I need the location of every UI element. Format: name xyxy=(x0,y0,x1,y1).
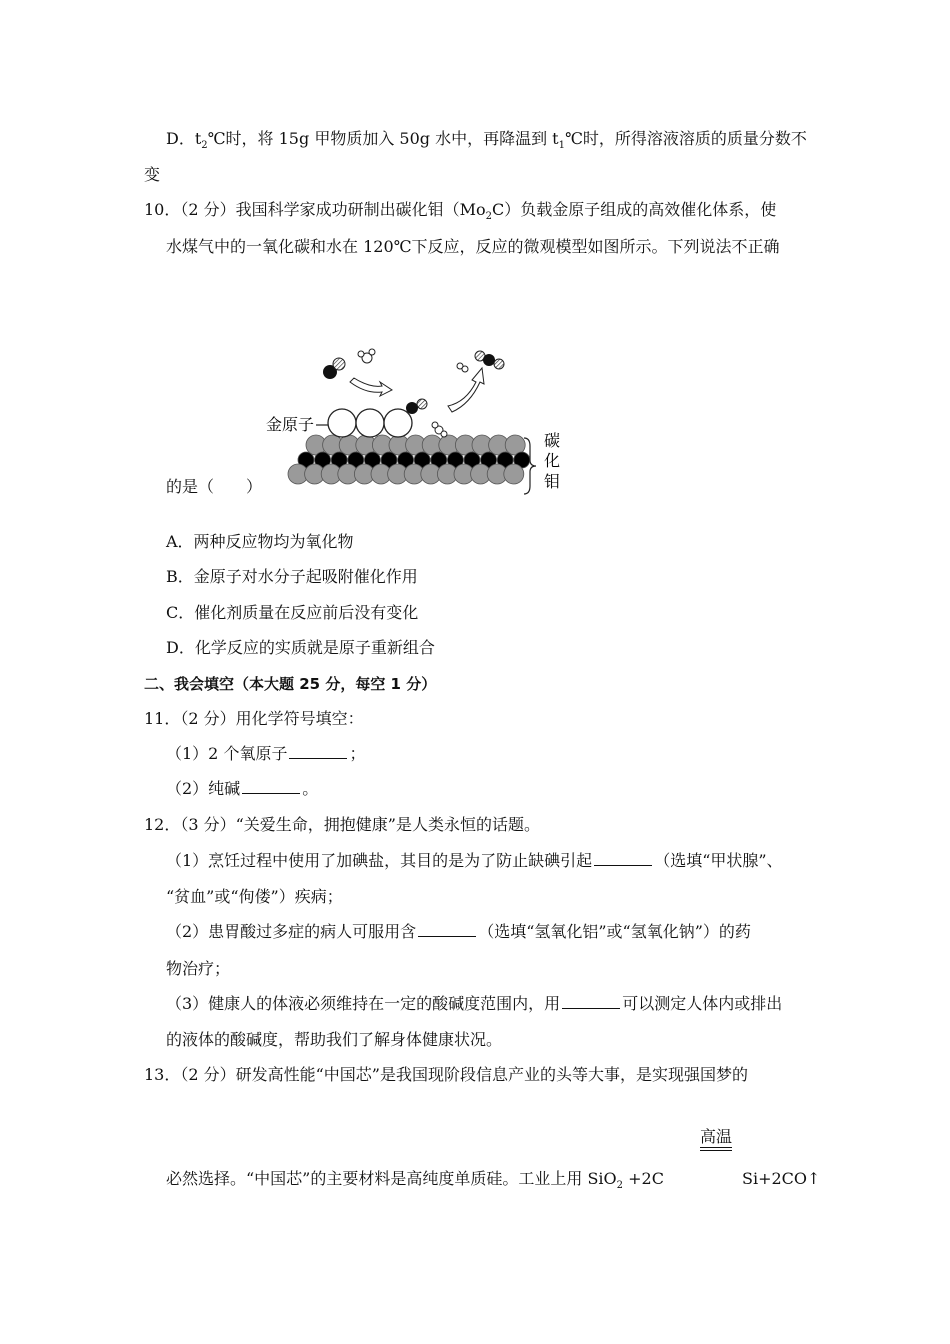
q12-stem: 12．（3 分）“关爱生命，拥抱健康”是人类永恒的话题。 xyxy=(144,815,540,834)
reaction-condition: 高温 xyxy=(700,1124,732,1147)
gold-atom-label: 金原子 xyxy=(266,415,315,434)
q10-option-d: D．化学反应的实质就是原子重新组合 xyxy=(166,638,435,657)
q10-option-b: B．金原子对水分子起吸附催化作用 xyxy=(166,567,418,586)
q11-part-1: （1）2 个氧原子 ； xyxy=(166,744,366,763)
q10-stem-tail: 的是（ ） xyxy=(166,477,263,496)
co2-product xyxy=(475,351,504,369)
h2o-adsorbed xyxy=(432,422,447,437)
substrate-label-3: 钼 xyxy=(544,472,561,491)
catalyst-micro-model-figure xyxy=(262,342,582,502)
gold-atoms xyxy=(328,409,412,437)
co-adsorbed xyxy=(406,399,427,414)
substrate-atom xyxy=(504,464,524,484)
q12-part-2-cont: 物治疗； xyxy=(166,959,231,978)
q9-option-d-cont: 变 xyxy=(144,165,161,184)
h2-product xyxy=(457,363,468,372)
substrate-label-1: 碳 xyxy=(544,431,561,450)
answer-blank[interactable] xyxy=(289,744,347,759)
answer-blank[interactable] xyxy=(242,779,300,794)
q13-stem-cont: 必然选择。“中国芯”的主要材料是高纯度单质硅。工业上用 SiO$_2$ +2C xyxy=(166,1169,664,1192)
q11-stem: 11．（2 分）用化学符号填空： xyxy=(144,709,364,728)
mo2c-substrate xyxy=(288,435,530,484)
substrate-label-2: 化 xyxy=(544,451,561,470)
q10-stem: 10．（2 分）我国科学家成功研制出碳化钼$(Mo_2C)$负载金原子组成的高效催化体系，使 xyxy=(144,200,777,223)
arrow-down-icon xyxy=(350,378,392,396)
q12-part-1: （1）烹饪过程中使用了加碘盐，其目的是为了防止缺碘引起 （选填“甲状腺”、 xyxy=(166,851,783,870)
q13-stem: 13．（2 分）研发高性能“中国芯”是我国现阶段信息产业的头等大事，是实现强国梦的 xyxy=(144,1065,748,1084)
h2o-molecule-left xyxy=(358,349,375,363)
q10-option-a: A．两种反应物均为氧化物 xyxy=(166,532,354,551)
q9-option-d: D．$t_2℃$时，将 15g 甲物质加入 50g 水中，再降温到 $t_1℃$时，所得溶液溶质的质量分数不 xyxy=(166,129,807,152)
arrow-up-icon xyxy=(448,368,484,412)
co-molecule-left xyxy=(323,358,345,379)
section-2-heading: 二、我会填空（本大题 25 分，每空 1 分） xyxy=(144,675,437,693)
answer-blank[interactable] xyxy=(594,851,652,866)
q10-option-c: C．催化剂质量在反应前后没有变化 xyxy=(166,603,419,622)
q12-part-2: （2）患胃酸过多症的病人可服用含 （选填“氢氧化铝”或“氢氧化钠”）的药 xyxy=(166,922,751,941)
q13-equation-product: Si+2CO↑ xyxy=(742,1169,821,1188)
q10-stem-cont: 水煤气中的一氧化碳和水在 120℃下反应，反应的微观模型如图所示。下列说法不正确 xyxy=(166,237,780,256)
q12-part-3-cont: 的液体的酸碱度，帮助我们了解身体健康状况。 xyxy=(166,1030,503,1049)
q11-part-2: （2）纯碱 。 xyxy=(166,779,319,798)
q12-part-1-cont: “贫血”或“佝偻”）疾病； xyxy=(166,887,343,906)
answer-blank[interactable] xyxy=(562,994,620,1009)
q12-part-3: （3）健康人的体液必须维持在一定的酸碱度范围内，用 可以测定人体内或排出 xyxy=(166,994,783,1013)
answer-blank[interactable] xyxy=(418,922,476,937)
